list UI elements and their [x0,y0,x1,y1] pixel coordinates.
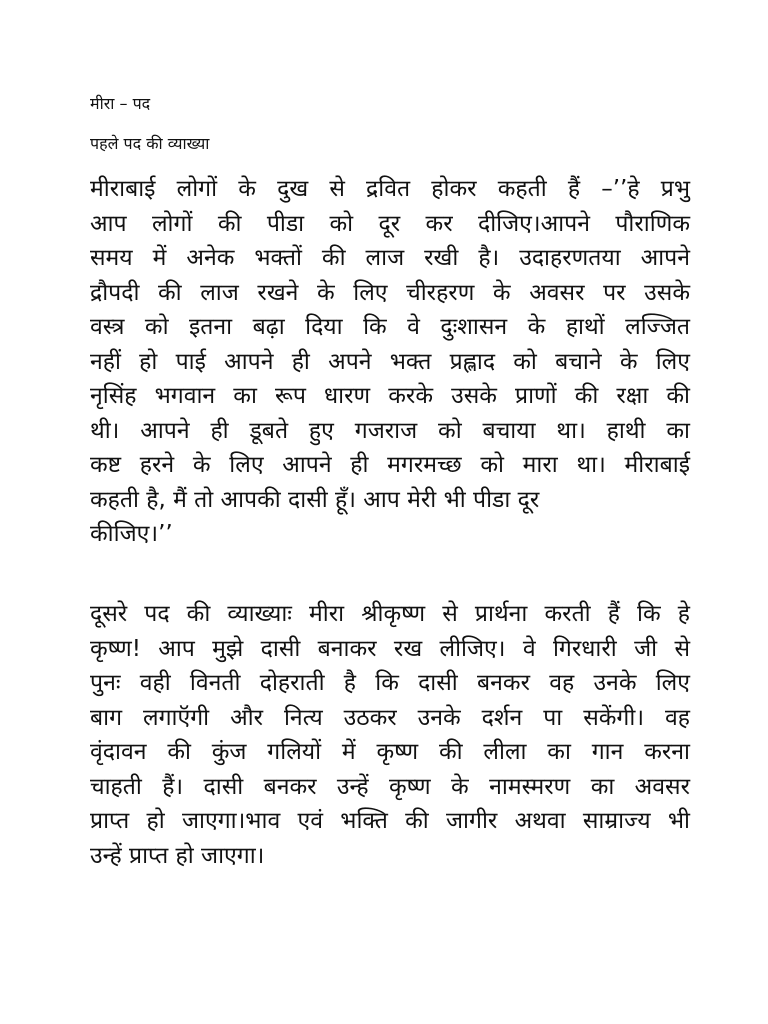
paragraph-line: वृंदावन की कुंज गलियों में कृष्ण की लीला का गान करना [90,739,690,765]
paragraph-line: समय में अनेक भक्तों की लाज रखी है। उदाहरणतया आपने [90,245,690,271]
paragraph-line: वस्त्र को इतना बढ़ा दिया कि वे दुःशासन के हाथों लज्जित [90,314,690,340]
paragraph-line: कीजिए।’’ [90,521,173,547]
paragraph-line: कहती है, मैं तो आपकी दासी हूँ। आप मेरी भी पीडा दूर [90,486,540,513]
paragraph-line: मीराबाई लोगों के दुख से द्रवित होकर कहती हैं –’’हे प्रभु [90,176,690,202]
paragraph-line: नृसिंह भगवान का रूप धारण करके उसके प्राणों की रक्षा की [90,383,690,409]
section-subtitle: पहले पद की व्याख्या [90,134,210,153]
paragraph-line: कृष्ण! आप मुझे दासी बनाकर रख लीजिए। वे गिरधारी जी से [90,635,690,662]
paragraph-line: चाहती हैं। दासी बनकर उन्हें कृष्ण के नामस्मरण का अवसर [90,773,690,800]
paragraph-line: बाग लगाऍगी और नित्य उठकर उनके दर्शन पा सकेंगी। वह [90,704,690,731]
paragraph-line: उन्हें प्राप्त हो जाएगा। [90,842,265,869]
paragraph-line: नहीं हो पाई आपने ही अपने भक्त प्रह्लाद को बचाने के लिए [90,348,690,375]
paragraph-line: दूसरे पद की व्याख्याः मीरा श्रीकृष्ण से प्रार्थना करती हैं कि हे [90,601,690,627]
paragraph-line: कष्ट हरने के लिए आपने ही मगरमच्छ को मारा था। मीराबाई [90,452,690,478]
paragraph-line: थी। आपने ही डूबते हुए गजराज को बचाया था। हाथी का [90,417,690,444]
paragraph-second-verse-explanation [90,597,690,873]
paragraph-first-verse-explanation [90,172,690,552]
paragraph-line: प्राप्त हो जाएगा।भाव एवं भक्ति की जागीर अथवा साम्राज्य भी [90,808,690,834]
paragraph-line: द्रौपदी की लाज रखने के लिए चीरहरण के अवसर पर उसके [90,279,690,306]
document-title: मीरा – पद [90,94,151,113]
paragraph-line: आप लोगों की पीडा को दूर कर दीजिए।आपने पौराणिक [90,210,690,237]
paragraph-line: पुनः वही विनती दोहराती है कि दासी बनकर वह उनके लिए [90,670,690,696]
